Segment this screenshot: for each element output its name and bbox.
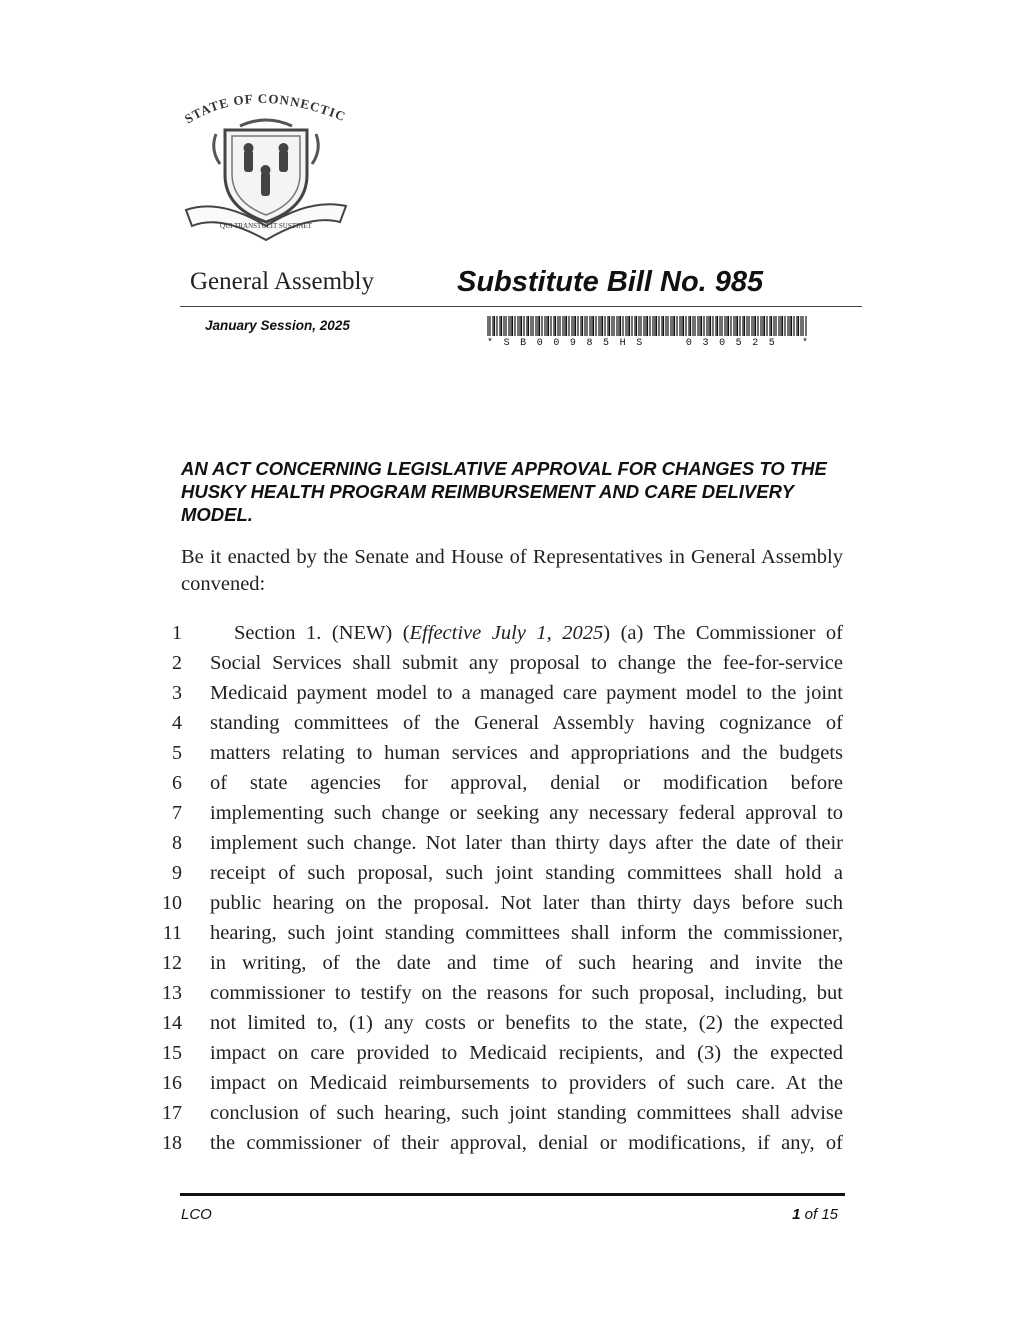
state-seal-logo: [180, 90, 352, 248]
barcode-char: 5: [768, 338, 775, 349]
bill-line: [150, 858, 850, 888]
line-text: standing committees of the General Assembly having cognizance of: [210, 711, 843, 734]
bill-line: [150, 678, 850, 708]
line-number: 8: [172, 831, 182, 854]
line-number: 15: [162, 1041, 182, 1064]
barcode-char: 0: [719, 338, 726, 349]
line-number: 12: [162, 951, 182, 974]
barcode-char: [785, 338, 791, 349]
bill-line: [150, 738, 850, 768]
line-text: conclusion of such hearing, such joint standing committees shall advise: [210, 1101, 843, 1124]
footer-lco: LCO: [181, 1206, 212, 1223]
line-number: 4: [172, 711, 182, 734]
line-number: 18: [162, 1131, 182, 1154]
barcode-char: H: [619, 338, 626, 349]
line-text-post: ) (a) The Commissioner of: [603, 621, 843, 644]
line-text: the commissioner of their approval, denial or modifications, if any, of: [210, 1131, 843, 1154]
line-text: implement such change. Not later than thirty days after the date of their: [210, 831, 843, 854]
barcode-char: *: [487, 338, 494, 349]
bill-line: [150, 918, 850, 948]
svg-text:QUI TRANSTULIT SUSTINET: QUI TRANSTULIT SUSTINET: [220, 222, 312, 230]
line-number: 13: [162, 981, 182, 1004]
line-text: of state agencies for approval, denial or modification before: [210, 771, 843, 794]
general-assembly-label: General Assembly: [190, 268, 374, 295]
enacting-clause: Be it enacted by the Senate and House of Representatives in General Assembly convened:: [181, 546, 843, 595]
bill-line: [150, 1128, 850, 1158]
line-number: 16: [162, 1071, 182, 1094]
barcode-char: 0: [685, 338, 692, 349]
effective-date: Effective July 1, 2025: [409, 621, 604, 644]
barcode-char: 2: [752, 338, 759, 349]
barcode-char: *: [801, 338, 808, 349]
bill-line: [150, 1098, 850, 1128]
line-number: 7: [172, 801, 182, 824]
page-indicator: [792, 1206, 838, 1223]
bill-number: Substitute Bill No. 985: [457, 266, 764, 298]
bill-line: [150, 1038, 850, 1068]
bill-line: [150, 1008, 850, 1038]
line-number: 14: [162, 1011, 182, 1034]
line-text: Social Services shall submit any proposal to change the fee-for-service: [210, 651, 843, 674]
line-number: 5: [172, 741, 182, 764]
barcode-char: 0: [553, 338, 560, 349]
bill-line: [150, 828, 850, 858]
total-pages: of 15: [800, 1206, 838, 1223]
line-number: 1: [172, 621, 182, 644]
svg-text:STATE OF CONNECTICUT: STATE OF CONNECTIC: [181, 90, 349, 127]
line-text-pre: Section 1. (NEW) (: [234, 621, 410, 644]
barcode-char: 5: [603, 338, 610, 349]
barcode-char: 0: [536, 338, 543, 349]
line-text: [234, 622, 843, 645]
line-text: not limited to, (1) any costs or benefits to the state, (2) the expected: [210, 1011, 843, 1034]
line-text: matters relating to human services and appropriations and the budgets: [210, 741, 843, 764]
line-text: public hearing on the proposal. Not later than thirty days before such: [210, 891, 843, 914]
barcode-char: 8: [586, 338, 593, 349]
line-text: implementing such change or seeking any necessary federal approval to: [210, 801, 843, 824]
bill-line: [150, 768, 850, 798]
line-text: in writing, of the date and time of such hearing and invite the: [210, 951, 843, 974]
bill-text: [150, 618, 850, 1158]
act-title: AN ACT CONCERNING LEGISLATIVE APPROVAL FOR CHANGES TO THE HUSKY HEALTH PROGRAM REIMBURSEMENT AND CARE DELIVERY MODEL.: [181, 458, 827, 525]
bill-line: [150, 888, 850, 918]
barcode-text: [487, 338, 808, 349]
bill-line: [150, 648, 850, 678]
line-number: 9: [172, 861, 182, 884]
session-label: January Session, 2025: [205, 318, 350, 333]
bill-line: [150, 708, 850, 738]
line-text: impact on Medicaid reimbursements to providers of such care. At the: [210, 1071, 843, 1094]
line-text: hearing, such joint standing committees shall inform the commissioner,: [210, 921, 843, 944]
barcode-char: [669, 338, 675, 349]
barcode-char: 5: [735, 338, 742, 349]
barcode-char: [653, 338, 659, 349]
line-number: 17: [162, 1101, 182, 1124]
line-number: 3: [172, 681, 182, 704]
barcode-char: 3: [702, 338, 709, 349]
barcode-char: S: [503, 338, 510, 349]
line-text: commissioner to testify on the reasons for such proposal, including, but: [210, 981, 843, 1004]
bill-line: [150, 798, 850, 828]
barcode: [487, 316, 808, 336]
line-text: impact on care provided to Medicaid recipients, and (3) the expected: [210, 1041, 843, 1064]
line-number: 10: [162, 891, 182, 914]
line-number: 2: [172, 651, 182, 674]
line-text: receipt of such proposal, such joint standing committees shall hold a: [210, 861, 843, 884]
bill-line: [150, 978, 850, 1008]
line-number: 6: [172, 771, 182, 794]
barcode-char: B: [520, 338, 527, 349]
header-divider: [180, 306, 862, 307]
barcode-char: S: [636, 338, 643, 349]
barcode-char: 9: [569, 338, 576, 349]
bill-line: [150, 948, 850, 978]
line-number: 11: [162, 921, 182, 944]
current-page: 1: [792, 1206, 801, 1223]
bill-line: [150, 1068, 850, 1098]
footer-divider: [180, 1193, 845, 1196]
line-text: Medicaid payment model to a managed care payment model to the joint: [210, 681, 843, 704]
bill-line: [150, 618, 850, 648]
